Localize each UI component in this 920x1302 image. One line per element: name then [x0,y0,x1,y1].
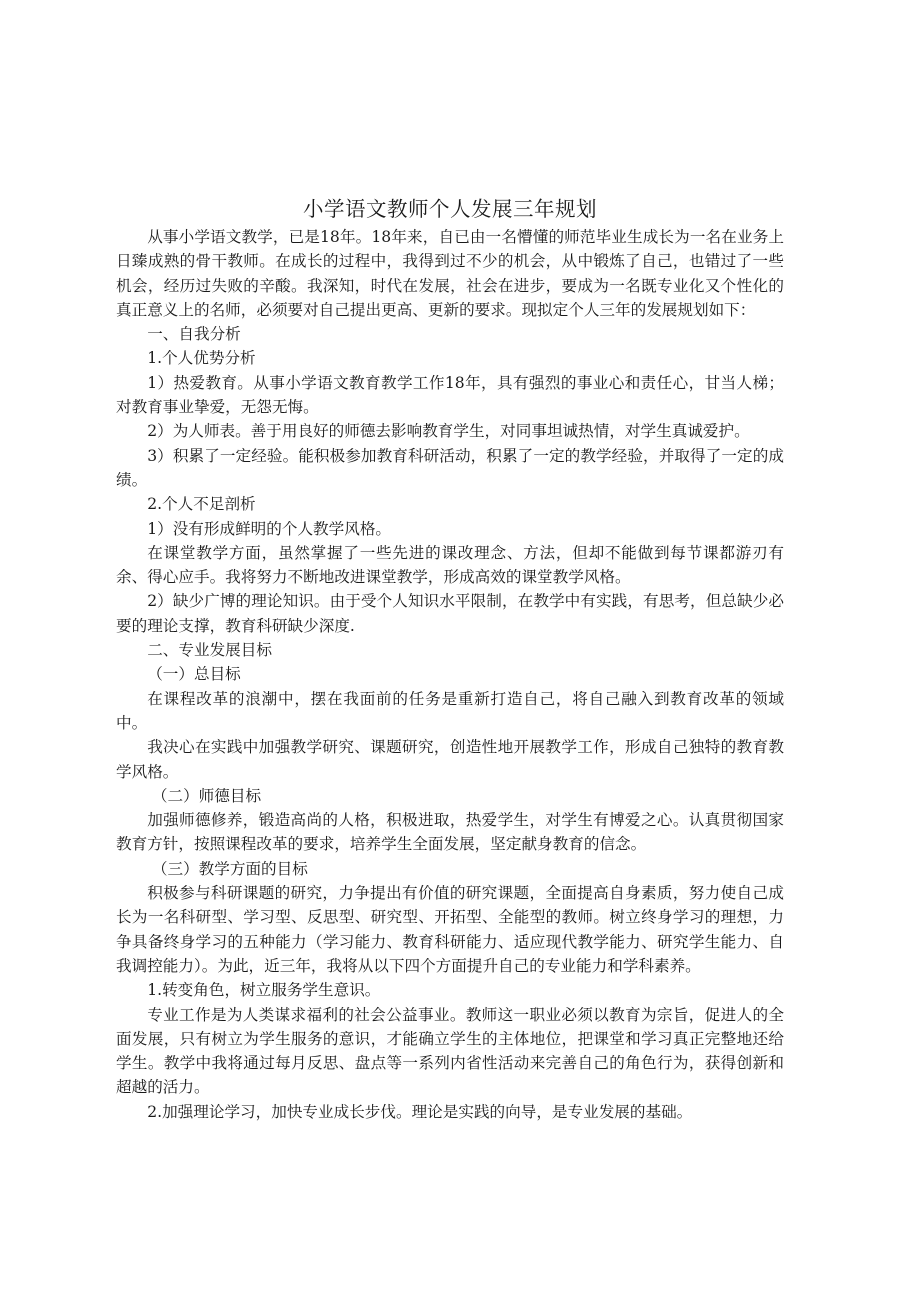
strength-item-3: 3）积累了一定经验。能积极参加教育科研活动，积累了一定的教学经验，并取得了一定的成绩。 [116,446,784,489]
subheading-ethics-goal: （二）师德目标 [151,786,262,805]
subheading-weaknesses: 2.个人不足剖析 [147,495,256,514]
document-title: 小学语文教师个人发展三年规划 [303,197,597,221]
teaching-goal-paragraph: 积极参与科研课题的研究，力争提出有价值的研究课题，全面提高自身素质，努力使自己成长为一名科研型、学习型、反思型、研究型、开拓型、全能型的教师。树立终身学习的理想，力争具备终身学习的五种能力（学习能力、教育科研能力、适应现代教学能力、研究学生能力、自我调控能力）。为此，近三年，我将从以下四个方面提升自己的专业能力和学科素养。 [116,884,784,975]
subheading-strengths: 1.个人优势分析 [147,349,256,368]
strength-item-1: 1）热爱教育。从事小学语文教育教学工作18年，具有强烈的事业心和责任心，甘当人梯；对教育事业挚爱，无怨无悔。 [116,373,784,417]
weakness-item-1-detail: 在课堂教学方面，虽然掌握了一些先进的课改理念、方法，但却不能做到每节课都游刃有余、得心应手。我将努力不断地改进课堂教学，形成高效的课堂教学风格。 [116,543,784,587]
subheading-overall-goal: （一）总目标 [147,665,241,684]
weakness-item-1: 1）没有形成鲜明的个人教学风格。 [147,519,392,538]
subheading-teaching-goal: （三）教学方面的目标 [151,859,308,878]
weakness-item-2: 2）缺少广博的理论知识。由于受个人知识水平限制，在教学中有实践，有思考，但总缺少必要的理论支撑，教育科研缺少深度. [116,592,784,635]
intro-paragraph: 从事小学语文教学，已是18年。18年来，自已由一名懵懂的师范毕业生成长为一名在业务上日臻成熟的骨干教师。在成长的过程中，我得到过不少的机会，从中锻炼了自己，也错过了一些机会，经历过失败的辛酸。我深知，时代在发展，社会在进步，要成为一名既专业化又个性化的真正意义上的名师，必须要对自己提出更高、更新的要求。现拟定个人三年的发展规划如下： [116,228,784,319]
document-body [116,194,784,1124]
section-heading-self-analysis: 一、自我分析 [147,325,241,344]
overall-goal-paragraph-1: 在课程改革的浪潮中，摆在我面前的任务是重新打造自己，将自己融入到教育改革的领域中。 [116,689,784,732]
strength-item-2: 2）为人师表。善于用良好的师德去影响教育学生，对同事坦诚热情，对学生真诚爱护。 [147,422,750,441]
subheading-role-change: 1.转变角色，树立服务学生意识。 [147,981,381,1000]
role-change-paragraph: 专业工作是为人类谋求福利的社会公益事业。教师这一职业必须以教育为宗旨，促进人的全面发展，只有树立为学生服务的意识，才能确立学生的主体地位，把课堂和学习真正完整地还给学生。教学中我将通过每月反思、盘点等一系列内省性活动来完善自己的角色行为，获得创新和超越的活力。 [116,1005,784,1097]
ethics-goal-paragraph: 加强师德修养，锻造高尚的人格，积极进取，热爱学生，对学生有博爱之心。认真贯彻国家教育方针，按照课程改革的要求，培养学生全面发展，坚定献身教育的信念。 [116,811,784,854]
section-heading-goals: 二、专业发展目标 [147,641,272,660]
subheading-theory-study: 2.加强理论学习，加快专业成长步伐。理论是实践的向导，是专业发展的基础。 [147,1102,693,1121]
overall-goal-paragraph-2: 我决心在实践中加强教学研究、课题研究，创造性地开展教学工作，形成自己独特的教育教学风格。 [116,738,784,781]
